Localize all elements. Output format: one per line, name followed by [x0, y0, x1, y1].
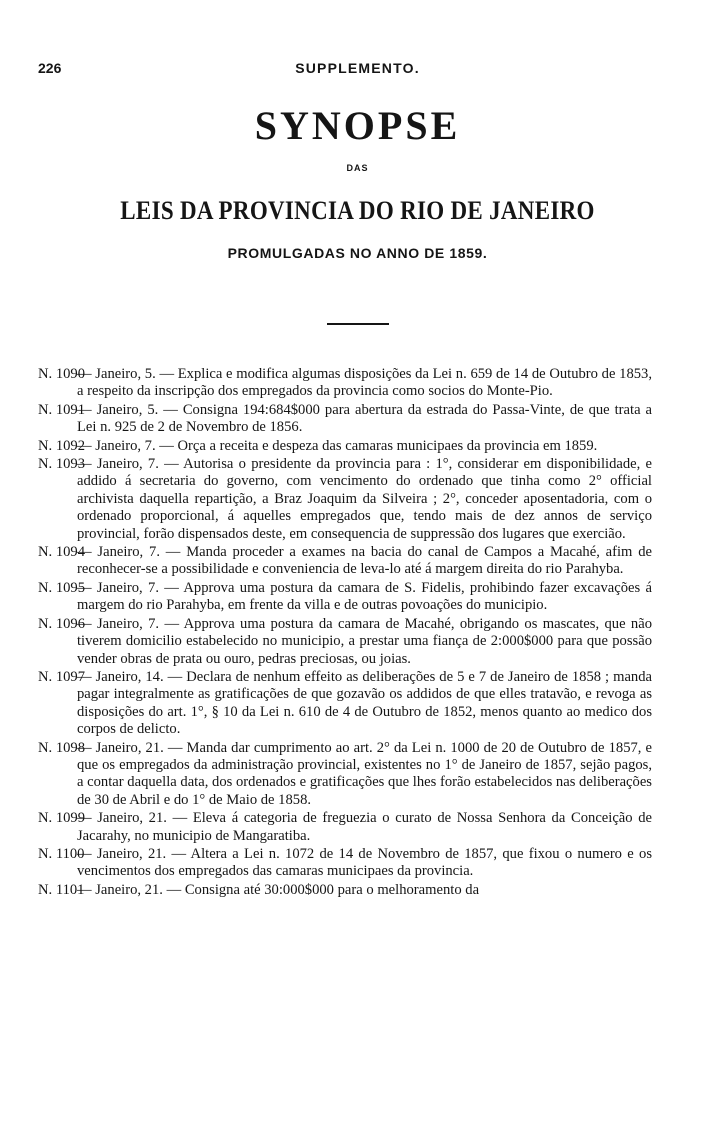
law-summary: — Janeiro, 21. — Consigna até 30:000$000 para o melhoramento da [77, 881, 480, 898]
law-entry [38, 544, 652, 579]
law-entry [38, 366, 652, 401]
law-entry [38, 456, 652, 543]
law-number: N. 1090 [38, 366, 86, 382]
law-summary: — Janeiro, 7. — Autorisa o presidente da provincia para : 1°, considerar em disponibilidade, e addido á secretaria do governo, com vencimento do ordenado que tinha como 2° official archivista daquella repartição, a Braz Joaquim da Silveira ; 2°, conceder aposentadoria, com o ordenado proporcional, á aquelles empregados que, tendo mais de dez annos de serviço provincial, forão dispensados deste, em consequencia de suppressão dos lugares que exercião. [77, 456, 652, 542]
running-head [38, 60, 677, 80]
law-number: N. 1095 [38, 579, 86, 596]
law-number: N. 1099 [38, 810, 86, 827]
law-number: N. 1094 [38, 544, 86, 561]
law-summary: — Janeiro, 14. — Declara de nenhum effeito as deliberações de 5 e 7 de Janeiro de 1858 ; manda pagar integralmente as gratificações de que gozavão os addidos de que elles tratavão, e revoga as disposições do art. 1°, § 10 da Lei n. 610 de 4 de Outubro de 1852, menos quanto ao medico dos corpos de delicto. [77, 668, 652, 738]
law-summary: — Janeiro, 7. — Approva uma postura da camara de S. Fidelis, prohibindo fazer excavações á margem do rio Parahyba, em frente da villa e de outras povoações do municipio. [77, 579, 652, 614]
law-summary: — Janeiro, 5. — Explica e modifica algumas disposições da Lei n. 659 de 14 de Outubro de 1853, a respeito da inscripção dos empregados da provincia como socios do Monte-Pio. [77, 366, 652, 400]
law-number: N. 1097 [38, 668, 86, 685]
title-laws: LEIS DA PROVINCIA DO RIO DE JANEIRO [120, 196, 595, 225]
law-number: N. 1091 [38, 401, 86, 418]
law-number: N. 1092 [38, 437, 86, 454]
title-connector: DAS [346, 163, 369, 173]
law-entry [38, 882, 652, 899]
law-number: N. 1098 [38, 739, 86, 756]
law-entry [38, 616, 652, 668]
title-main: SYNOPSE [254, 103, 461, 148]
title-subtitle: PROMULGADAS NO ANNO DE 1859. [227, 245, 488, 261]
law-summary: — Janeiro, 21. — Eleva á categoria de freguezia o curato de Nossa Senhora da Conceição de Jacarahy, no municipio de Mangaratiba. [77, 810, 652, 844]
law-entry [38, 740, 652, 810]
page-number: 226 [38, 60, 62, 76]
law-summary: — Janeiro, 7. — Approva uma postura da camara de Macahé, obrigando os mascates, que não tiverem domicilio estabelecido no municipio, a prestar uma fiança de 2:000$000 para que possão vender obras de prata ou ouro, pedras preciosas, ou joias. [77, 615, 652, 667]
law-entry [38, 402, 652, 437]
law-summary: — Janeiro, 21. — Manda dar cumprimento ao art. 2° da Lei n. 1000 de 20 de Outubro de 1857, e que os empregados da administração provincial, existentes no 1° de Janeiro de 1857, sejão pagos, a contar daquella data, dos ordenados e gratificações que lhes forão estabelecidos nas deliberações de 30 de Abril e do 1° de Maio de 1858. [77, 739, 652, 808]
law-entry [38, 810, 652, 845]
law-summary: — Janeiro, 5. — Consigna 194:684$000 para abertura da estrada do Passa-Vinte, de que trata a Lei n. 925 de 2 de Novembro de 1856. [77, 401, 652, 436]
law-number: N. 1093 [38, 456, 86, 473]
law-entry [38, 580, 652, 615]
law-number: N. 1100 [38, 845, 85, 862]
title-block [0, 100, 715, 262]
law-summary: — Janeiro, 7. — Orça a receita e despeza das camaras municipaes da provincia em 1859. [77, 437, 598, 454]
section-label: SUPPLEMENTO. [295, 60, 420, 76]
law-number: N. 1096 [38, 615, 86, 632]
law-summary: — Janeiro, 21. — Altera a Lei n. 1072 de 14 de Novembro de 1857, que fixou o numero e os vencimentos dos empregados das camaras municipaes da provincia. [77, 845, 652, 880]
law-entry [38, 846, 652, 881]
law-entry [38, 669, 652, 739]
law-entry [38, 438, 652, 455]
law-summary: — Janeiro, 7. — Manda proceder a exames na bacia do canal de Campos a Macahé, afim de reconhecer-se a possibilidade e conveniencia de leva-lo até á margem direita do rio Parahyba. [77, 544, 652, 578]
law-entry-list [38, 366, 652, 900]
law-number: N. 1101 [38, 881, 85, 898]
title-divider [327, 323, 389, 325]
